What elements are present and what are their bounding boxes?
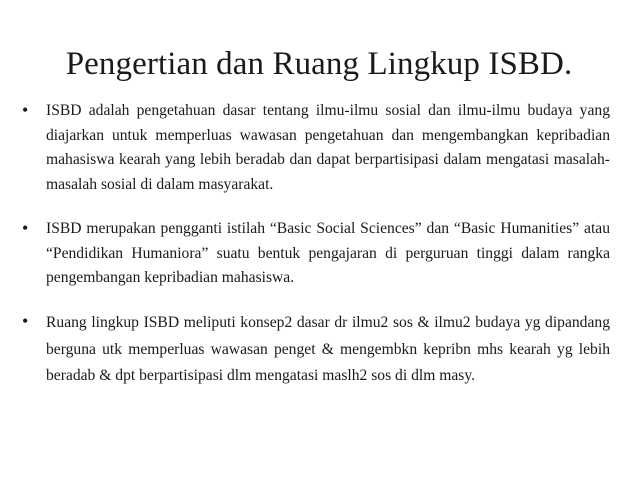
bullet-dot-icon: • — [22, 100, 29, 120]
bullet-text: ISBD merupakan pengganti istilah “Basic Social Sciences” dan “Basic Humanities” atau “Pendidikan Humaniora” suatu bentuk pengajaran di perguruan tinggi dalam rangka pengembangan kepribadian mahasiswa. — [46, 220, 610, 286]
slide-title: Pengertian dan Ruang Lingkup ISBD. — [65, 46, 573, 82]
bullet-dot-icon: • — [22, 311, 29, 331]
bullet-text: ISBD adalah pengetahuan dasar tentang ilmu-ilmu sosial dan ilmu-ilmu budaya yang diajarkan untuk memperluas wawasan pengetahuan dan mengembangkan kepribadian mahasiswa kearah yang lebih beradab dan dapat berpartisipasi dalam mengatasi masalah-masalah sosial di dalam masyarakat. — [46, 102, 610, 193]
bullet-dot-icon: • — [22, 218, 29, 238]
bullet-text: Ruang lingkup ISBD meliputi konsep2 dasar dr ilmu2 sos & ilmu2 budaya yg dipandang berguna utk memperluas wawasan penget & mengembkn kepribn mhs kearah yg lebih beradab & dpt berpartisipasi dlm mengatasi maslh2 sos di dlm masy. — [46, 314, 610, 384]
